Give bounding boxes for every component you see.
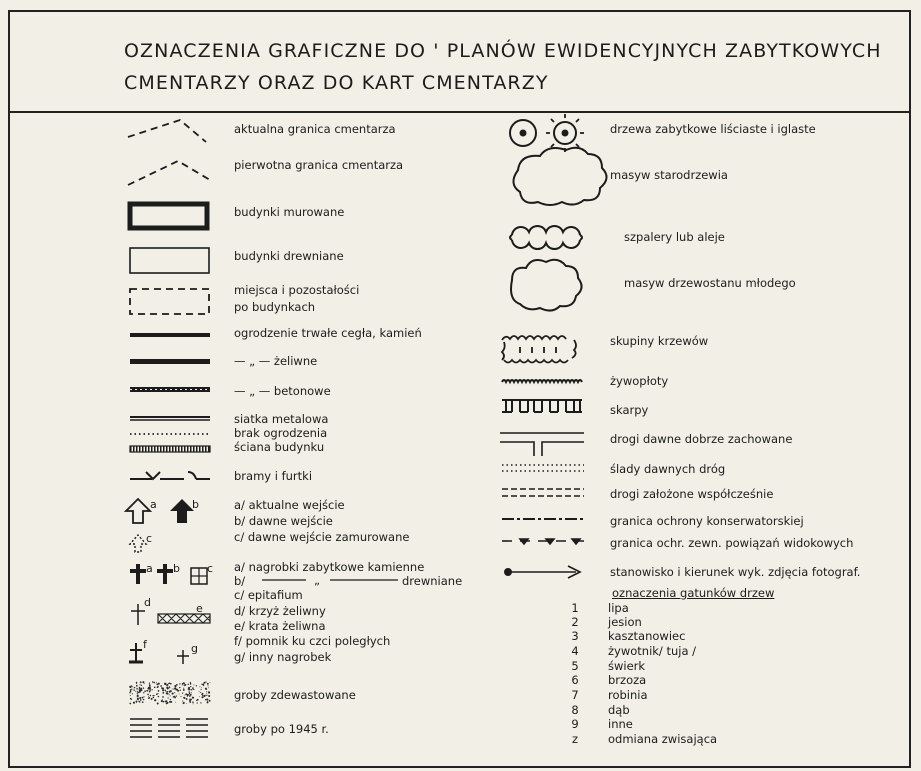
label-original-boundary: pierwotna granica cmentarza <box>234 158 404 172</box>
label-wooden-tombstone: drewniane <box>402 574 463 588</box>
memorial-icon <box>129 638 148 662</box>
historic-trees-icon <box>510 114 584 152</box>
label-historic-trees: drzewa zabytkowe liściaste i iglaste <box>610 122 816 136</box>
label-tree-rows: szpalery lub aleje <box>624 230 725 244</box>
hedge-icon <box>502 380 582 382</box>
masonry-building-icon <box>130 204 207 228</box>
label-entrance-current: a/ aktualne wejście <box>234 498 345 512</box>
slope-icon <box>502 400 582 412</box>
species-name: świerk <box>608 659 646 673</box>
species-name: kasztanowiec <box>608 629 686 643</box>
cast-iron-cross-icon <box>131 596 151 625</box>
label-view-protection-boundary: granica ochr. zewn. powiązań widokowych <box>610 536 854 550</box>
old-tree-stand-icon <box>513 148 606 205</box>
label-old-road-preserved: drogi dawne dobrze zachowane <box>610 432 793 446</box>
permanent-fence-icon <box>130 333 210 337</box>
cast-iron-grate-icon <box>158 602 210 623</box>
label-devastated-graves: groby zdewastowane <box>234 688 356 702</box>
label-wooden-buildings: budynki drewniane <box>234 249 344 263</box>
label-old-road-traces: ślady dawnych dróg <box>610 462 726 476</box>
species-name: robinia <box>608 688 648 702</box>
label-cast-iron-grate: e/ krata żeliwna <box>234 619 326 633</box>
view-protection-boundary-icon <box>502 539 586 544</box>
devastated-graves-icon <box>129 681 210 705</box>
stone-tombstone-icon <box>130 562 153 584</box>
tree-rows-icon <box>510 226 582 249</box>
species-name: inne <box>608 717 633 731</box>
epitaph-icon <box>191 562 213 584</box>
photo-direction-icon <box>505 566 580 578</box>
post-1945-graves-icon <box>130 719 208 737</box>
letter-g: g <box>191 642 198 655</box>
shrub-groups-icon <box>502 336 576 363</box>
species-name: dąb <box>608 703 630 717</box>
letter-a: a <box>146 562 153 575</box>
species-number: 5 <box>571 659 579 673</box>
label-permanent-fence: ogrodzenie trwałe cegła, kamień <box>234 326 422 340</box>
dashed-boundary-current-icon <box>128 120 206 142</box>
wooden-tombstone-icon <box>157 562 180 584</box>
label-masonry-buildings: budynki murowane <box>234 205 345 219</box>
species-name: odmiana zwisająca <box>608 732 718 746</box>
species-number: 7 <box>571 688 579 702</box>
label-cast-iron-cross: d/ krzyż żeliwny <box>234 604 326 618</box>
label-wooden-prefix: b/ <box>234 574 246 588</box>
label-current-boundary: aktualna granica cmentarza <box>234 122 396 136</box>
title-line-1: OZNACZENIA GRAFICZNE DO ' PLANÓW EWIDENCYJNYCH ZABYTKOWYCH <box>124 40 882 62</box>
label-epitaph: c/ epitafium <box>234 588 303 602</box>
species-number: 3 <box>571 629 579 643</box>
label-slope: skarpy <box>610 403 649 417</box>
label-other-tombstone: g/ inny nagrobek <box>234 650 332 664</box>
label-ditto-mark: „ <box>314 573 320 587</box>
label-modern-road: drogi założone współcześnie <box>610 487 774 501</box>
label-hedge: żywopłoty <box>610 374 669 388</box>
species-number: 1 <box>571 601 579 615</box>
label-entrance-former: b/ dawne wejście <box>234 514 333 528</box>
species-number: 9 <box>571 717 579 731</box>
species-name: lipa <box>608 601 629 615</box>
label-stone-tombstone: a/ nagrobki zabytkowe kamienne <box>234 560 425 574</box>
species-number: 8 <box>571 703 579 717</box>
label-gates: bramy i furtki <box>234 469 313 483</box>
species-name: żywotnik/ tuja / <box>608 644 697 658</box>
letter-b: b <box>173 562 180 575</box>
label-conservation-boundary: granica ochrony konserwatorskiej <box>610 514 804 528</box>
label-metal-mesh: siatka metalowa <box>234 412 329 426</box>
label-post-1945-graves: groby po 1945 r. <box>234 722 329 736</box>
label-concrete-fence: — „ — betonowe <box>234 384 331 398</box>
label-building-wall: ściana budynku <box>234 440 325 454</box>
label-young-tree-stand: masyw drzewostanu młodego <box>624 276 796 290</box>
gates-icon <box>130 472 210 479</box>
letter-f: f <box>143 638 147 651</box>
letter-e: e <box>196 602 203 615</box>
letter-a: a <box>150 498 157 511</box>
young-tree-stand-icon <box>511 260 582 311</box>
entrance-walled-icon <box>130 532 152 552</box>
building-remains-icon <box>130 289 209 314</box>
species-number: 2 <box>571 615 579 629</box>
cast-iron-fence-icon <box>130 359 210 364</box>
letter-c: c <box>207 562 214 575</box>
label-cast-iron-fence: — „ — żeliwne <box>234 354 318 368</box>
species-name: jesion <box>608 615 642 629</box>
label-old-tree-stand: masyw starodrzewia <box>610 168 728 182</box>
letter-c: c <box>146 532 153 545</box>
label-entrance-walled: c/ dawne wejście zamurowane <box>234 530 410 544</box>
species-name: brzoza <box>608 673 647 687</box>
label-building-remains-2: po budynkach <box>234 300 316 314</box>
label-shrub-groups: skupiny krzewów <box>610 334 709 348</box>
dashed-boundary-original-icon <box>128 161 210 185</box>
building-wall-icon <box>130 446 210 452</box>
label-memorial: f/ pomnik ku czci poległych <box>234 634 391 648</box>
species-number: 4 <box>571 644 579 658</box>
metal-mesh-icon <box>130 417 210 420</box>
entrance-former-icon <box>170 498 199 523</box>
title-line-2: CMENTARZY ORAZ DO KART CMENTARZY <box>124 72 549 94</box>
other-tombstone-icon <box>177 642 198 664</box>
entrance-current-icon <box>126 498 157 523</box>
wooden-building-icon <box>130 248 209 273</box>
modern-road-icon <box>502 489 584 496</box>
label-no-fence: brak ogrodzenia <box>234 426 328 440</box>
label-building-remains-1: miejsca i pozostałości <box>234 283 360 297</box>
species-number: 6 <box>571 673 579 687</box>
letter-d: d <box>144 596 151 609</box>
label-photo-direction: stanowisko i kierunek wyk. zdjęcia fotograf. <box>610 565 861 579</box>
concrete-fence-icon <box>130 387 210 392</box>
old-road-preserved-icon <box>500 433 584 456</box>
old-road-traces-icon <box>502 465 584 471</box>
species-number: z <box>571 732 579 746</box>
species-heading: oznaczenia gatunków drzew <box>612 586 775 600</box>
letter-b: b <box>192 498 199 511</box>
